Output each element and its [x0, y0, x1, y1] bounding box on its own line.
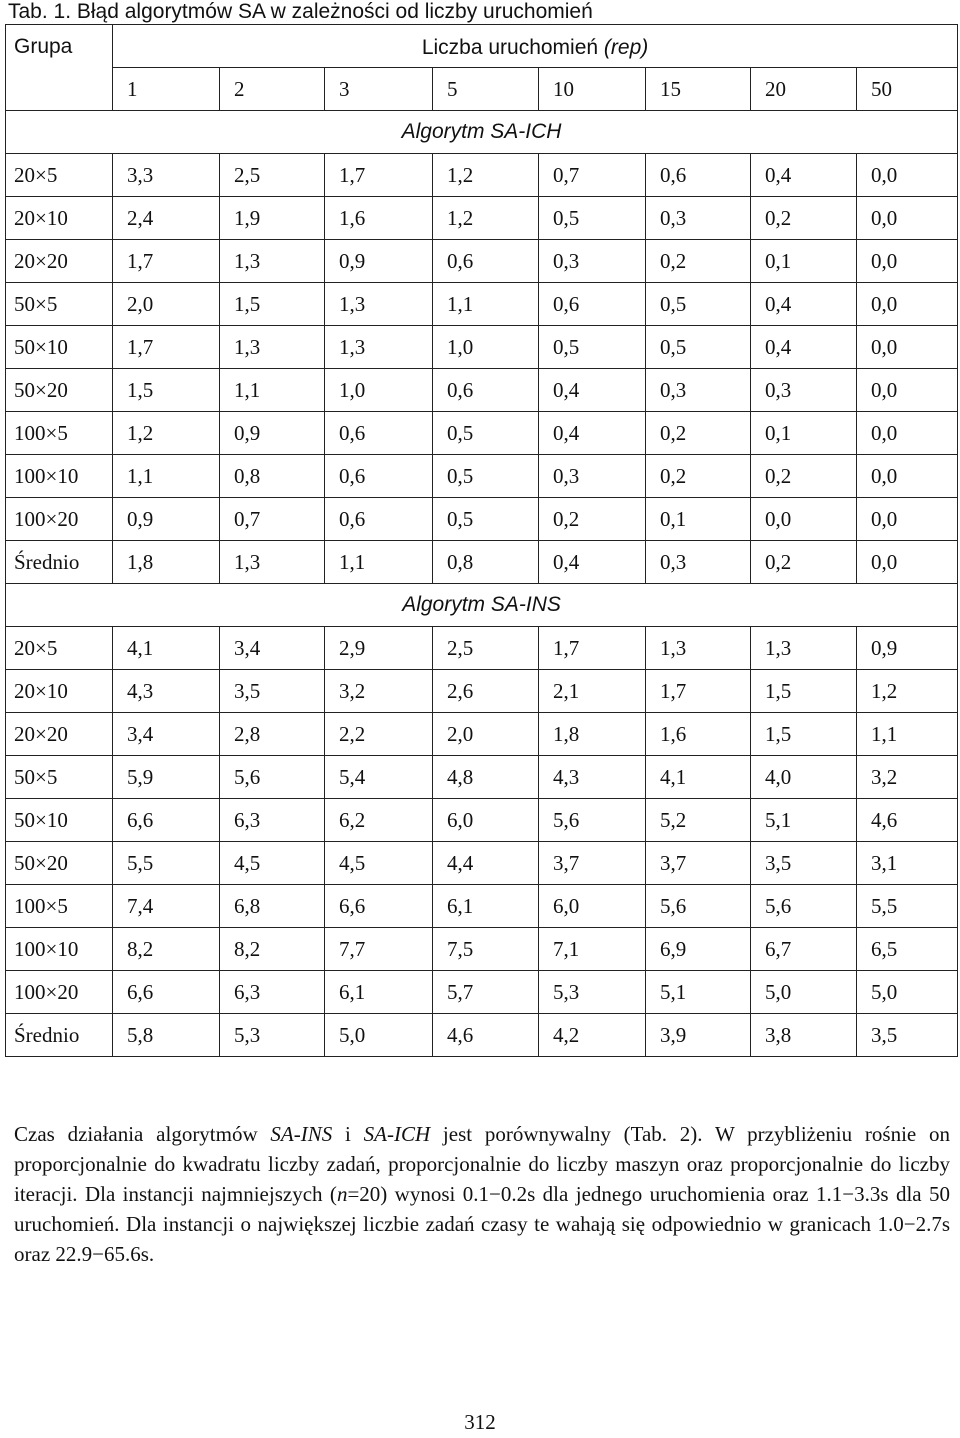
group-cell: 20×10: [6, 197, 113, 240]
column-header: 10: [539, 68, 646, 111]
value-cell: 5,6: [751, 885, 857, 928]
table-row: [6, 971, 958, 1014]
group-cell: 100×10: [6, 455, 113, 498]
value-cell: 0,6: [325, 412, 433, 455]
value-cell: 6,3: [220, 799, 325, 842]
para-text-3: i: [332, 1122, 364, 1146]
value-cell: 1,6: [646, 713, 751, 756]
value-cell: 8,2: [220, 928, 325, 971]
value-cell: 1,7: [325, 154, 433, 197]
value-cell: 0,2: [646, 412, 751, 455]
value-cell: 7,1: [539, 928, 646, 971]
value-cell: 5,4: [325, 756, 433, 799]
column-header: 20: [751, 68, 857, 111]
value-cell: 5,8: [113, 1014, 220, 1057]
value-cell: 1,2: [433, 154, 539, 197]
table-row: [6, 713, 958, 756]
group-cell: Średnio: [6, 541, 113, 584]
value-cell: 0,9: [857, 627, 958, 670]
value-cell: 4,3: [113, 670, 220, 713]
value-cell: 4,6: [857, 799, 958, 842]
value-cell: 1,3: [325, 283, 433, 326]
column-header: 5: [433, 68, 539, 111]
value-cell: 0,6: [646, 154, 751, 197]
value-cell: 0,0: [857, 326, 958, 369]
table-caption: Tab. 1. Błąd algorytmów SA w zależności od liczby uruchomień: [8, 0, 593, 23]
value-cell: 6,1: [325, 971, 433, 1014]
value-cell: 7,5: [433, 928, 539, 971]
value-cell: 1,0: [433, 326, 539, 369]
value-cell: 2,6: [433, 670, 539, 713]
group-cell: 20×5: [6, 627, 113, 670]
group-cell: 20×20: [6, 713, 113, 756]
value-cell: 7,4: [113, 885, 220, 928]
value-cell: 5,2: [646, 799, 751, 842]
section-row: [6, 584, 958, 627]
table-row: [6, 799, 958, 842]
value-cell: 0,4: [539, 541, 646, 584]
group-cell: 20×5: [6, 154, 113, 197]
section-row: [6, 111, 958, 154]
table-row: [6, 283, 958, 326]
value-cell: 0,9: [113, 498, 220, 541]
page-number: 312: [464, 1410, 496, 1434]
group-cell: 50×20: [6, 842, 113, 885]
value-cell: 8,2: [113, 928, 220, 971]
value-cell: 5,3: [220, 1014, 325, 1057]
value-cell: 0,3: [646, 197, 751, 240]
value-cell: 6,0: [433, 799, 539, 842]
column-header: 3: [325, 68, 433, 111]
value-cell: 6,3: [220, 971, 325, 1014]
value-cell: 1,1: [220, 369, 325, 412]
para-text-1: Czas działania algorytmów: [14, 1122, 271, 1146]
value-cell: 5,3: [539, 971, 646, 1014]
value-cell: 1,7: [113, 326, 220, 369]
value-cell: 2,8: [220, 713, 325, 756]
value-cell: 5,5: [857, 885, 958, 928]
value-cell: 2,9: [325, 627, 433, 670]
group-cell: 100×5: [6, 412, 113, 455]
value-cell: 5,0: [857, 971, 958, 1014]
value-cell: 1,2: [857, 670, 958, 713]
value-cell: 6,9: [646, 928, 751, 971]
group-cell: 20×10: [6, 670, 113, 713]
value-cell: 3,9: [646, 1014, 751, 1057]
value-cell: 1,7: [113, 240, 220, 283]
value-cell: 1,3: [646, 627, 751, 670]
value-cell: 4,0: [751, 756, 857, 799]
value-cell: 1,7: [539, 627, 646, 670]
value-cell: 1,5: [220, 283, 325, 326]
value-cell: 0,9: [325, 240, 433, 283]
column-header: 2: [220, 68, 325, 111]
value-cell: 1,7: [646, 670, 751, 713]
value-cell: 0,1: [751, 412, 857, 455]
value-cell: 0,4: [751, 326, 857, 369]
value-cell: 2,5: [433, 627, 539, 670]
section-title: Algorytm SA-INS: [6, 584, 958, 627]
value-cell: 0,2: [646, 455, 751, 498]
value-cell: 1,1: [325, 541, 433, 584]
value-cell: 3,4: [113, 713, 220, 756]
value-cell: 2,2: [325, 713, 433, 756]
table-row: [6, 1014, 958, 1057]
value-cell: 6,1: [433, 885, 539, 928]
para-sa-ins: SA-INS: [270, 1122, 333, 1146]
group-cell: 100×5: [6, 885, 113, 928]
value-cell: 0,0: [857, 240, 958, 283]
value-cell: 4,6: [433, 1014, 539, 1057]
runs-header-text: Liczba uruchomień: [421, 36, 604, 59]
value-cell: 6,5: [857, 928, 958, 971]
value-cell: 4,1: [113, 627, 220, 670]
value-cell: 0,2: [539, 498, 646, 541]
value-cell: 0,0: [857, 283, 958, 326]
value-cell: 4,5: [325, 842, 433, 885]
value-cell: 6,2: [325, 799, 433, 842]
value-cell: 1,3: [751, 627, 857, 670]
value-cell: 6,7: [751, 928, 857, 971]
value-cell: 0,0: [857, 197, 958, 240]
value-cell: 0,6: [325, 455, 433, 498]
body-paragraph: [14, 1119, 950, 1269]
value-cell: 0,0: [857, 412, 958, 455]
value-cell: 4,3: [539, 756, 646, 799]
column-header: 50: [857, 68, 958, 111]
value-cell: 0,4: [539, 412, 646, 455]
para-text-5: jest porównywalny (Tab. 2). W przybliżeniu rośnie on proporcjonalnie do kwadratu liczby zadań, proporcjonalnie do liczby maszyn oraz proporcjonalnie do liczby iteracji. Dla instancji najmniejszych (: [14, 1122, 950, 1206]
para-n: n: [336, 1182, 348, 1206]
value-cell: 2,4: [113, 197, 220, 240]
value-cell: 0,4: [751, 154, 857, 197]
value-cell: 5,5: [113, 842, 220, 885]
group-cell: Średnio: [6, 1014, 113, 1057]
value-cell: 0,4: [751, 283, 857, 326]
value-cell: 0,2: [751, 455, 857, 498]
value-cell: 0,7: [539, 154, 646, 197]
value-cell: 1,3: [220, 240, 325, 283]
value-cell: 1,8: [539, 713, 646, 756]
value-cell: 4,5: [220, 842, 325, 885]
value-cell: 5,0: [751, 971, 857, 1014]
value-cell: 1,1: [113, 455, 220, 498]
value-cell: 1,3: [325, 326, 433, 369]
value-cell: 4,2: [539, 1014, 646, 1057]
value-cell: 0,0: [751, 498, 857, 541]
table-row: [6, 756, 958, 799]
value-cell: 0,6: [325, 498, 433, 541]
group-cell: 50×20: [6, 369, 113, 412]
table-row: [6, 240, 958, 283]
value-cell: 6,6: [325, 885, 433, 928]
table-row: [6, 197, 958, 240]
para-sa-ich: SA-ICH: [363, 1122, 431, 1146]
value-cell: 1,1: [433, 283, 539, 326]
value-cell: 7,7: [325, 928, 433, 971]
value-cell: 0,6: [539, 283, 646, 326]
table-row: [6, 412, 958, 455]
value-cell: 0,5: [433, 412, 539, 455]
table-row: [6, 326, 958, 369]
value-cell: 0,3: [539, 240, 646, 283]
runs-header-rep: (rep): [603, 36, 649, 59]
table-row: [6, 842, 958, 885]
value-cell: 0,5: [539, 326, 646, 369]
value-cell: 5,0: [325, 1014, 433, 1057]
table-row: [6, 369, 958, 412]
value-cell: 0,5: [539, 197, 646, 240]
value-cell: 0,5: [433, 498, 539, 541]
table-row: [6, 541, 958, 584]
value-cell: 1,9: [220, 197, 325, 240]
value-cell: 1,5: [113, 369, 220, 412]
value-cell: 0,6: [433, 240, 539, 283]
value-cell: 3,1: [857, 842, 958, 885]
table-row: [6, 154, 958, 197]
header-row: [6, 25, 958, 68]
columns-row: [6, 68, 958, 111]
value-cell: 0,5: [646, 283, 751, 326]
results-table: [5, 24, 958, 1057]
group-cell: 100×20: [6, 971, 113, 1014]
value-cell: 0,5: [433, 455, 539, 498]
para-text-7: =20) wynosi 0.1−0.2s dla jednego uruchomienia oraz 1.1−3.3s dla 50 uruchomień. Dla instancji o największej liczbie zadań czasy te wahają się odpowiednio w granicach 1.0−2.7s oraz 22.9−65.6s.: [14, 1182, 951, 1266]
value-cell: 6,8: [220, 885, 325, 928]
value-cell: 0,0: [857, 498, 958, 541]
value-cell: 0,0: [857, 455, 958, 498]
value-cell: 1,5: [751, 670, 857, 713]
value-cell: 3,7: [646, 842, 751, 885]
value-cell: 0,4: [539, 369, 646, 412]
value-cell: 1,3: [220, 326, 325, 369]
value-cell: 5,9: [113, 756, 220, 799]
value-cell: 1,2: [433, 197, 539, 240]
value-cell: 5,6: [646, 885, 751, 928]
value-cell: 4,4: [433, 842, 539, 885]
value-cell: 0,7: [220, 498, 325, 541]
table-row: [6, 455, 958, 498]
value-cell: 2,0: [433, 713, 539, 756]
value-cell: 3,5: [751, 842, 857, 885]
column-header: 1: [113, 68, 220, 111]
table-row: [6, 885, 958, 928]
value-cell: 0,2: [751, 197, 857, 240]
value-cell: 5,1: [646, 971, 751, 1014]
value-cell: 0,8: [433, 541, 539, 584]
group-cell: 50×10: [6, 326, 113, 369]
value-cell: 3,7: [539, 842, 646, 885]
group-cell: 50×5: [6, 283, 113, 326]
value-cell: 6,6: [113, 971, 220, 1014]
group-cell: 100×10: [6, 928, 113, 971]
value-cell: 0,2: [751, 541, 857, 584]
group-cell: 100×20: [6, 498, 113, 541]
value-cell: 3,5: [857, 1014, 958, 1057]
value-cell: 5,1: [751, 799, 857, 842]
group-cell: 20×20: [6, 240, 113, 283]
value-cell: 0,9: [220, 412, 325, 455]
value-cell: 1,1: [857, 713, 958, 756]
value-cell: 1,6: [325, 197, 433, 240]
table-row: [6, 627, 958, 670]
value-cell: 2,5: [220, 154, 325, 197]
value-cell: 6,6: [113, 799, 220, 842]
value-cell: 1,0: [325, 369, 433, 412]
value-cell: 0,8: [220, 455, 325, 498]
table-row: [6, 498, 958, 541]
value-cell: 3,5: [220, 670, 325, 713]
value-cell: 1,3: [220, 541, 325, 584]
table-row: [6, 670, 958, 713]
value-cell: 0,3: [751, 369, 857, 412]
value-cell: 5,6: [220, 756, 325, 799]
value-cell: 0,0: [857, 369, 958, 412]
value-cell: 3,3: [113, 154, 220, 197]
value-cell: 4,1: [646, 756, 751, 799]
value-cell: 1,8: [113, 541, 220, 584]
runs-header: [113, 25, 958, 68]
value-cell: 3,4: [220, 627, 325, 670]
value-cell: 2,1: [539, 670, 646, 713]
value-cell: 1,5: [751, 713, 857, 756]
value-cell: 0,6: [433, 369, 539, 412]
value-cell: 5,7: [433, 971, 539, 1014]
value-cell: 2,0: [113, 283, 220, 326]
group-cell: 50×10: [6, 799, 113, 842]
value-cell: 0,5: [646, 326, 751, 369]
value-cell: 4,8: [433, 756, 539, 799]
value-cell: 0,3: [646, 541, 751, 584]
table-row: [6, 928, 958, 971]
value-cell: 5,6: [539, 799, 646, 842]
value-cell: 3,8: [751, 1014, 857, 1057]
value-cell: 0,0: [857, 154, 958, 197]
value-cell: 0,3: [646, 369, 751, 412]
value-cell: 3,2: [857, 756, 958, 799]
value-cell: 3,2: [325, 670, 433, 713]
value-cell: 0,0: [857, 541, 958, 584]
value-cell: 0,1: [646, 498, 751, 541]
value-cell: 0,1: [751, 240, 857, 283]
section-title: Algorytm SA-ICH: [6, 111, 958, 154]
value-cell: 0,3: [539, 455, 646, 498]
value-cell: 1,2: [113, 412, 220, 455]
column-header: 15: [646, 68, 751, 111]
value-cell: 0,2: [646, 240, 751, 283]
group-cell: 50×5: [6, 756, 113, 799]
group-header: Grupa: [6, 25, 113, 111]
value-cell: 6,0: [539, 885, 646, 928]
